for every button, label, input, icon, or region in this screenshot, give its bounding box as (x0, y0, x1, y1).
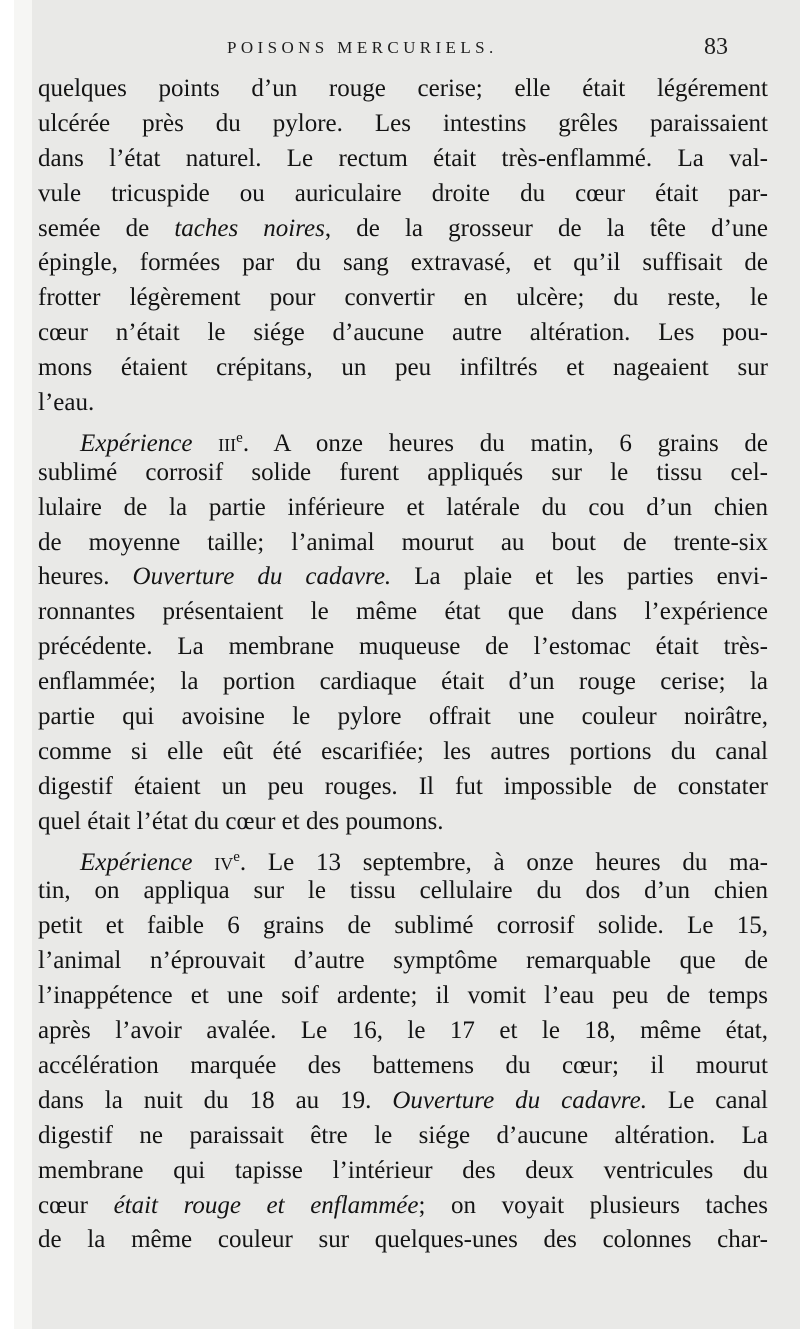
text-run: heures. (38, 563, 133, 591)
text-run: ; on voyait plusieurs taches (418, 1191, 768, 1219)
book-page (14, 0, 800, 1329)
running-title: POISONS MERCURIELS. (227, 38, 498, 57)
text-run: . Le 13 septembre, à onze heures du ma- (239, 848, 768, 876)
text-line: ulcérée près du pylore. Les intestins grêles paraissaient (38, 109, 768, 137)
text-line: membrane qui tapisse l’intérieur des deux ventricules du (38, 1156, 768, 1184)
page-header (14, 34, 800, 64)
text-line: digestif ne paraissait être le siége d’aucune altération. La (38, 1121, 768, 1149)
text-line: l’eau. (38, 389, 95, 417)
text-line: partie qui avoisine le pylore offrait une couleur noirâtre, (38, 703, 768, 731)
text-line: frotter légèrement pour convertir en ulcère; du reste, le (38, 284, 768, 312)
text-line: épingle, formées par du sang extravasé, et qu’il suffisait de (38, 249, 768, 277)
text-line: de la même couleur sur quelques-unes des colonnes char- (38, 1226, 768, 1254)
text-line: lulaire de la partie inférieure et latérale du cou d’un chien (38, 493, 768, 521)
text-line: dans l’état naturel. Le rectum était très-enflammé. La val- (38, 144, 768, 172)
text-line: digestif étaient un peu rouges. Il fut impossible de constater (38, 772, 768, 800)
experiment-3-heading-line (38, 421, 768, 456)
text-line: petit et faible 6 grains de sublimé corrosif solide. Le 15, (38, 912, 768, 940)
text-line: enflammée; la portion cardiaque était d’un rouge cerise; la (38, 668, 768, 696)
text-line (38, 1189, 768, 1224)
text-line: sublimé corrosif solide furent appliqués sur le tissu cel- (38, 458, 768, 486)
body-text (38, 72, 768, 1258)
text-line: ronnantes présentaient le même état que dans l’expérience (38, 598, 768, 626)
experiment-label: Expérience (80, 429, 193, 457)
text-line (38, 212, 768, 247)
experiment-superscript: e (233, 848, 240, 865)
text-run: Le canal (646, 1086, 768, 1114)
text-run: cœur (38, 1191, 114, 1219)
text-run: , de la grosseur de la tête d’une (324, 214, 768, 242)
text-line: quelques points d’un rouge cerise; elle était légérement (38, 75, 768, 102)
experiment-4-heading-line (38, 840, 768, 875)
italic-phrase: taches noires (174, 214, 325, 242)
text-run: La plaie et les parties envi- (391, 563, 768, 591)
text-line: vule tricuspide ou auriculaire droite du cœur était par- (38, 179, 768, 207)
italic-phrase: était rouge et enflammée (113, 1191, 419, 1219)
text-line: l’animal n’éprouvait d’autre symptôme remarquable que de (38, 947, 768, 975)
italic-phrase: Ouverture du cadavre. (392, 1086, 647, 1114)
text-line (38, 560, 768, 595)
text-line: cœur n’était le siége d’aucune autre altération. Les pou- (38, 319, 768, 347)
text-run: . A onze heures du matin, 6 grains de (242, 429, 768, 457)
experiment-superscript: e (236, 429, 243, 446)
text-line: tin, on appliqua sur le tissu cellulaire du dos d’un chien (38, 877, 768, 905)
italic-phrase: Ouverture du cadavre. (132, 563, 392, 591)
text-line: mons étaient crépitans, un peu infiltrés et nageaient sur (38, 354, 768, 382)
text-line: accélération marquée des battemens du cœur; il mourut (38, 1051, 768, 1079)
text-line: comme si elle eût été escarifiée; les autres portions du canal (38, 737, 768, 765)
experiment-number: iv (214, 848, 234, 876)
text-run: dans la nuit du 18 au 19. (38, 1086, 393, 1114)
text-line: l’inappétence et une soif ardente; il vomit l’eau peu de temps (38, 982, 768, 1010)
text-line (38, 1084, 768, 1119)
page-number: 83 (704, 34, 728, 60)
text-line: quel était l’état du cœur et des poumons. (38, 807, 444, 835)
experiment-label: Expérience (80, 848, 193, 876)
experiment-number: iii (218, 429, 237, 457)
page-gutter (14, 0, 32, 1329)
text-run: semée de (38, 214, 175, 242)
text-line: après l’avoir avalée. Le 16, le 17 et le 18, même état, (38, 1017, 768, 1045)
text-line: de moyenne taille; l’animal mourut au bout de trente-six (38, 528, 768, 556)
text-line: précédente. La membrane muqueuse de l’estomac était très- (38, 633, 768, 661)
